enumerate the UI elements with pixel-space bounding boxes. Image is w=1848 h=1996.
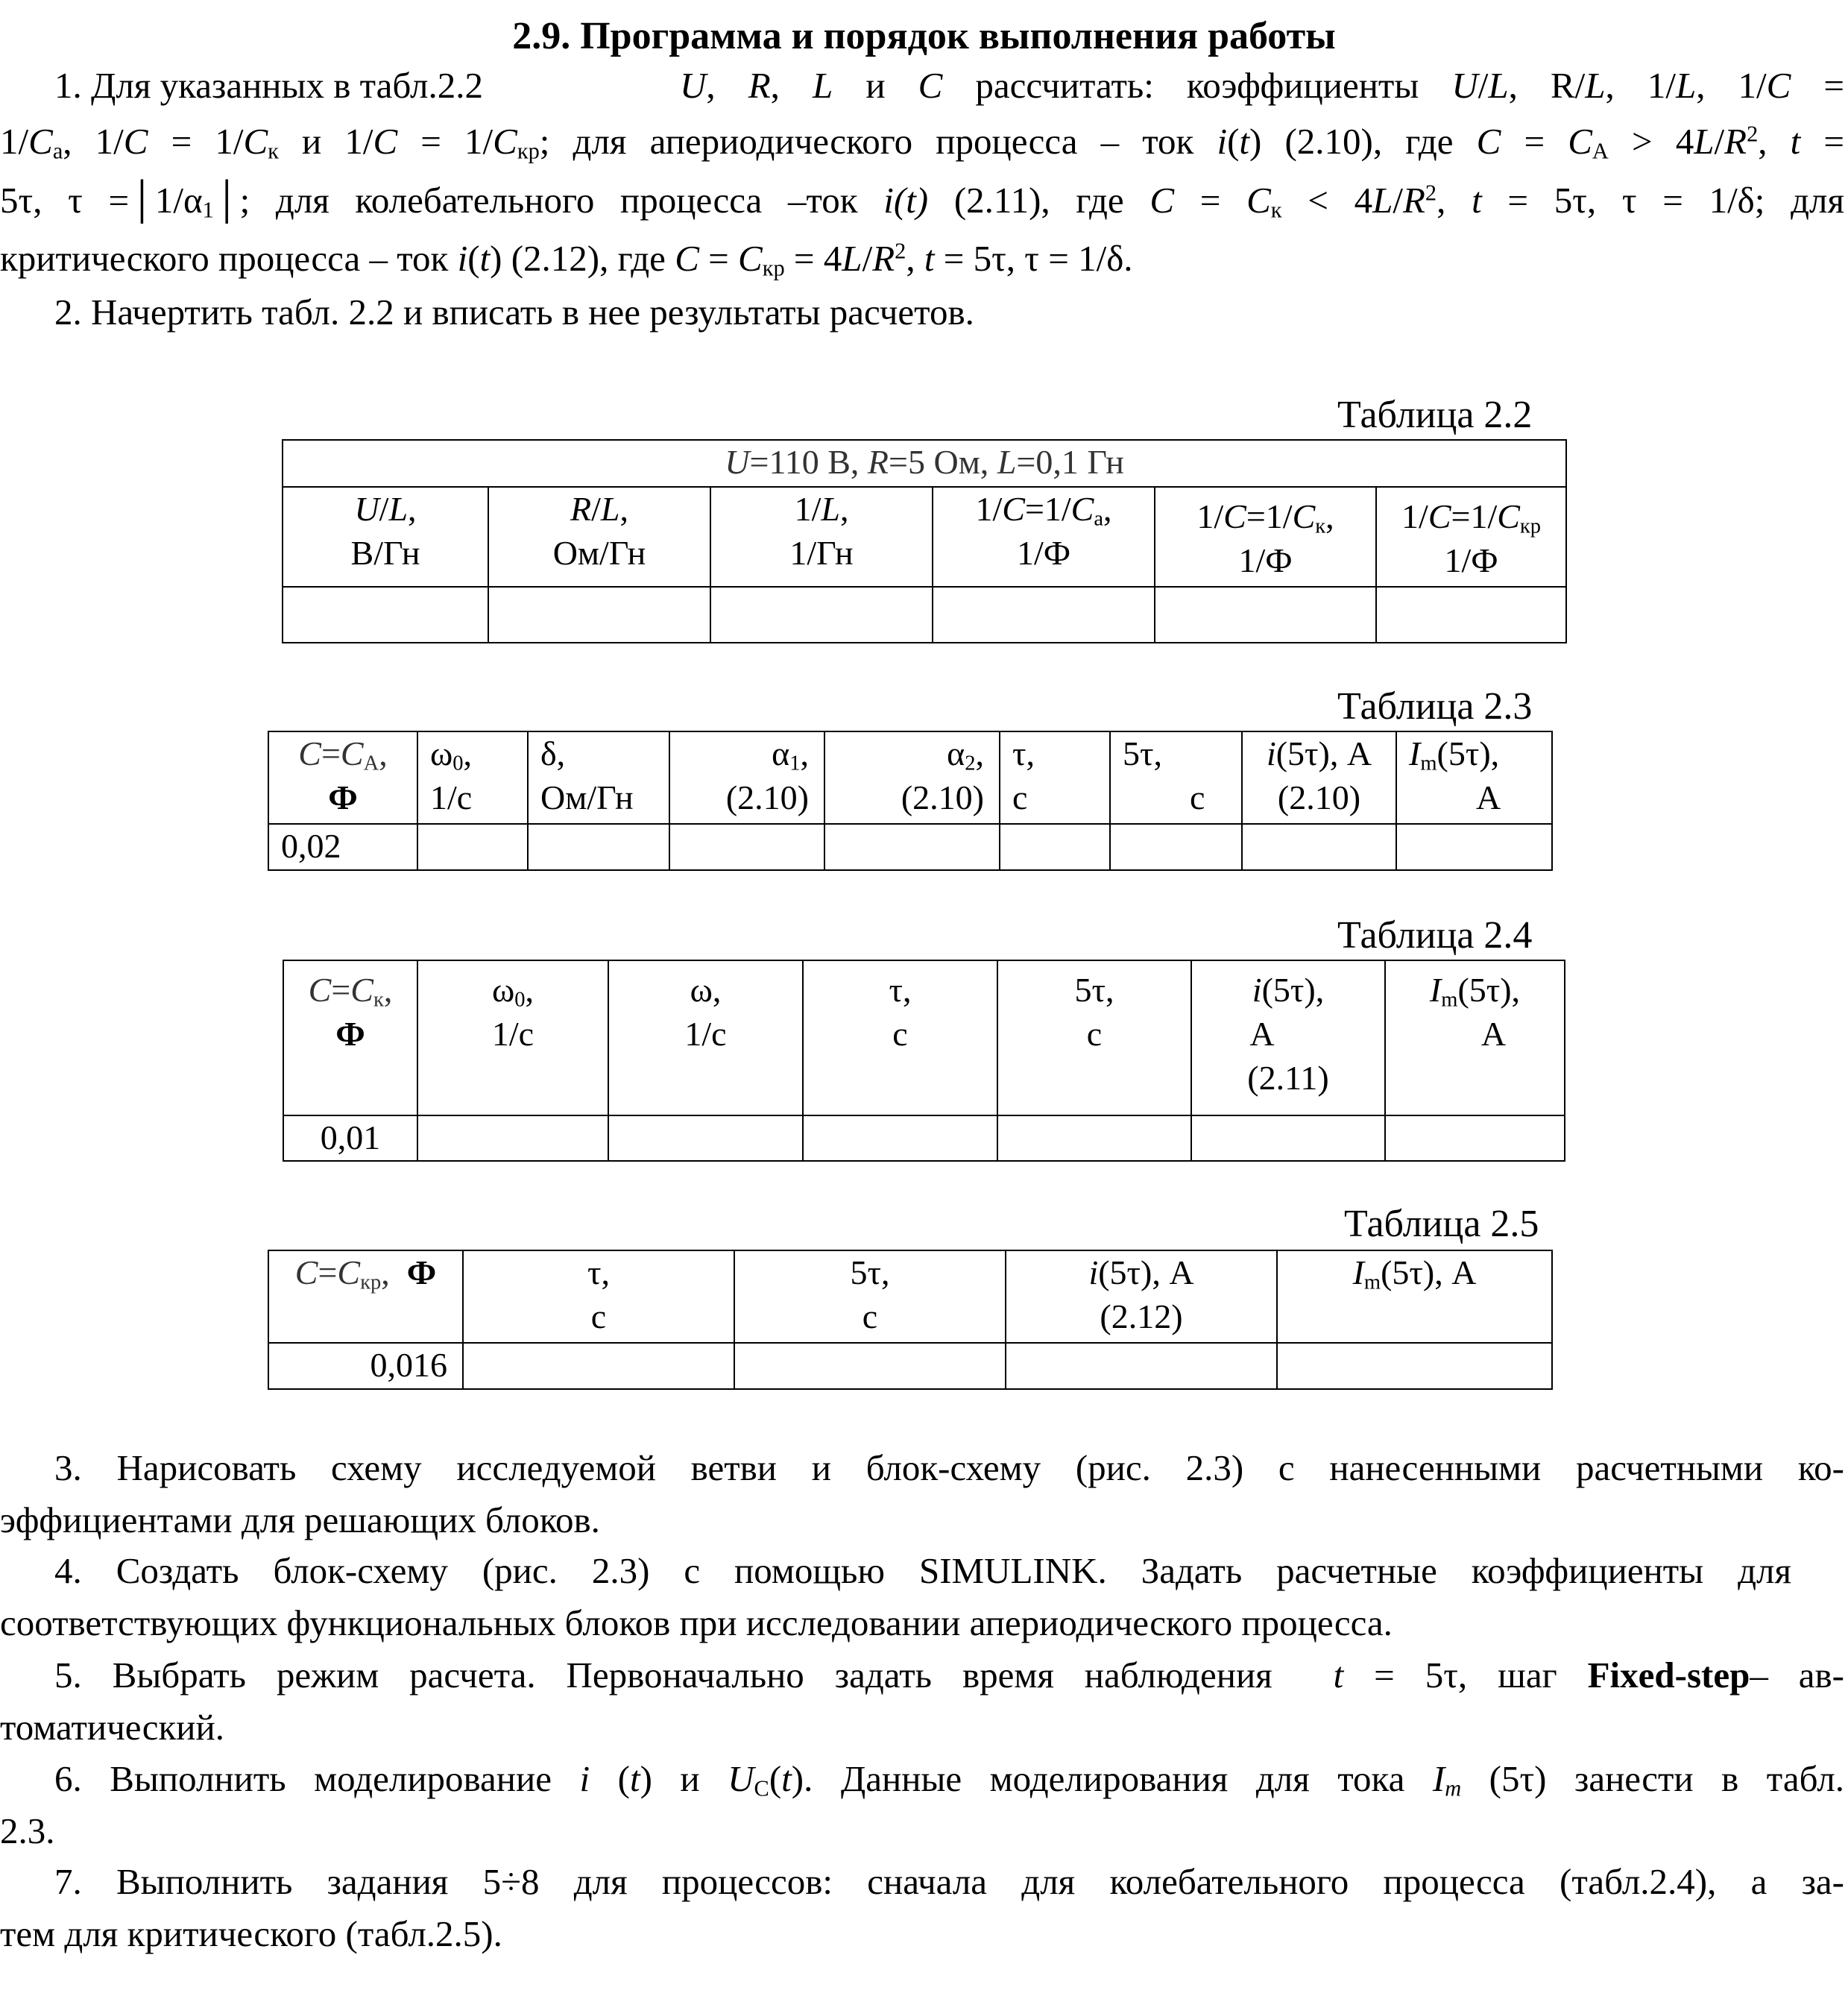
table-header-cell: $\alpha_1$, (2.10) [669, 731, 824, 824]
table-cell [997, 1115, 1191, 1161]
table-header-cell: τ, с [1000, 731, 1110, 824]
table-header-cell: i(5τ), А (2.12) [1006, 1250, 1277, 1343]
table-header-cell: ω, 1/с [608, 960, 803, 1115]
table-row [283, 487, 1566, 587]
table-2-2 [282, 439, 1567, 643]
table-cell [1385, 1115, 1565, 1161]
table-2-3 [268, 731, 1553, 871]
table-row [268, 1250, 1552, 1343]
table-2-2-caption: Таблица 2.2 [1337, 394, 1533, 436]
para3-line1: 3. Нарисовать схему исследуемой ветви и блок-схему (рис. 2.3) с нанесенными расчетными ко- [54, 1447, 1844, 1488]
table-cell [528, 824, 669, 870]
table-header-cell: i(5τ), А (2.11) [1191, 960, 1385, 1115]
table-2-4 [283, 960, 1565, 1162]
table-header-cell: δ, Ом/Гн [528, 731, 669, 824]
table-cell [803, 1115, 997, 1161]
paragraph-2: 2. Начертить табл. 2.2 и вписать в нее результаты расчетов. [54, 292, 974, 333]
table-cell [710, 587, 933, 643]
table-cell [463, 1343, 734, 1389]
table-cell [488, 587, 710, 643]
table-cell [1155, 587, 1376, 643]
table-header-cell: $\omega_0$, 1/с [417, 960, 608, 1115]
table-cell [417, 824, 528, 870]
table-header-cell: 5τ, с [1110, 731, 1242, 824]
para1-line3: 5τ, $\tau =│1/\alpha_1│$; для колебательного процесса –ток i(t) (2.11), где $C = C_к < 4L/R^2$, t = 5τ, τ = 1/δ; для [0, 180, 1844, 223]
table-2-5-caption: Таблица 2.5 [1344, 1203, 1539, 1245]
table-cell [1006, 1343, 1277, 1389]
table-row [268, 1343, 1552, 1389]
table-header-cell: $\omega_0$, 1/с [417, 731, 528, 824]
section-heading: 2.9. Программа и порядок выполнения работы [512, 15, 1336, 57]
table-cell [608, 1115, 803, 1161]
table-header-cell: $I_m(5\tau)$, А [1277, 1250, 1552, 1343]
table-cell [824, 824, 1000, 870]
table-header-cell: $I_m(5\tau)$, А [1385, 960, 1565, 1115]
table-cell [669, 824, 824, 870]
table-header-cell: $1/C=1/C_а$, 1/Ф [933, 487, 1155, 587]
table-cell [283, 587, 488, 643]
table-cell [417, 1115, 608, 1161]
table-2-4-caption: Таблица 2.4 [1337, 914, 1533, 957]
table-2-5 [268, 1250, 1553, 1390]
table-cell [1110, 824, 1242, 870]
table-header-cell: 1/L, 1/Гн [710, 487, 933, 587]
table-header-cell: i(5τ), А (2.10) [1242, 731, 1396, 824]
para1-line1-end: U, R, L и C рассчитать: коэффициенты U/L, R/L, 1/L, 1/C = [680, 65, 1845, 106]
para5-line1: 5. Выбрать режим расчета. Первоначально задать время наблюдения t = 5τ, шаг Fixed-step– ав- [54, 1655, 1844, 1696]
table-row [283, 1115, 1565, 1161]
para1-line1-start: 1. Для указанных в табл.2.2 [54, 65, 484, 106]
para5-line2: томатический. [0, 1707, 224, 1748]
table-cell [1000, 824, 1110, 870]
table-cell [734, 1343, 1006, 1389]
table-row [283, 440, 1566, 487]
table-row [268, 824, 1552, 870]
para1-line2: $1/C_а$, $1/C = 1/C_к$ и $1/C = 1/C_{кр}$; для апериодического процесса – ток i(t) (2.10), где $C = C_А > 4L/R^2$, t = [0, 121, 1845, 164]
table-header-cell: $C=C_к$, Ф [283, 960, 417, 1115]
table-row [283, 587, 1566, 643]
table-value-cell: 0,016 [268, 1343, 463, 1389]
para6-line1: 6. Выполнить моделирование i (t) и $U_C(t)$. Данные моделирования для тока $I_m$ (5τ) занести в табл. [54, 1758, 1844, 1801]
para4-line1: 4. Создать блок-схему (рис. 2.3) с помощью SIMULINK. Задать расчетные коэффициенты для [54, 1550, 1791, 1591]
table-cell [1191, 1115, 1385, 1161]
table-header-cell: $C=C_{кр}$, Ф [268, 1250, 463, 1343]
table-cell [1376, 587, 1566, 643]
table-row [268, 731, 1552, 824]
table-cell [933, 587, 1155, 643]
table-2-3-caption: Таблица 2.3 [1337, 685, 1533, 728]
table-header-cell: R/L, Ом/Гн [488, 487, 710, 587]
table-header-cell: $1/C=1/C_к$, 1/Ф [1155, 487, 1376, 587]
para1-line4: критического процесса – ток i(t) (2.12), где $C = C_{кр} = 4L/R^2$, t = 5τ, τ = 1/δ. [0, 238, 1133, 281]
para7-line1: 7. Выполнить задания 5÷8 для процессов: сначала для колебательного процесса (табл.2.4), а за- [54, 1861, 1844, 1902]
table-header-cell: $\alpha_2$, (2.10) [824, 731, 1000, 824]
table-header-cell: $I_m(5\tau)$, А [1396, 731, 1552, 824]
para4-line2: соответствующих функциональных блоков при исследовании апериодического процесса. [0, 1602, 1393, 1643]
table-cell [1242, 824, 1396, 870]
table-value-cell: 0,01 [283, 1115, 417, 1161]
table-value-cell: 0,02 [268, 824, 417, 870]
table-header-cell: $1/C=1/C_{кр}$ 1/Ф [1376, 487, 1566, 587]
para7-line2: тем для критического (табл.2.5). [0, 1913, 502, 1954]
table-header-cell: τ, с [463, 1250, 734, 1343]
table-header-cell: τ, с [803, 960, 997, 1115]
table-cell [1396, 824, 1552, 870]
table-2-2-params: U=110 В, R=5 Ом, L=0,1 Гн [283, 440, 1566, 487]
para3-line2: эффициентами для решающих блоков. [0, 1499, 600, 1540]
table-header-cell: 5τ, с [734, 1250, 1006, 1343]
table-row [283, 960, 1565, 1115]
table-cell [1277, 1343, 1552, 1389]
para6-line2: 2.3. [0, 1810, 55, 1851]
table-header-cell: 5τ, с [997, 960, 1191, 1115]
table-header-cell: $C=C_А$, Ф [268, 731, 417, 824]
table-header-cell: U/L, В/Гн [283, 487, 488, 587]
